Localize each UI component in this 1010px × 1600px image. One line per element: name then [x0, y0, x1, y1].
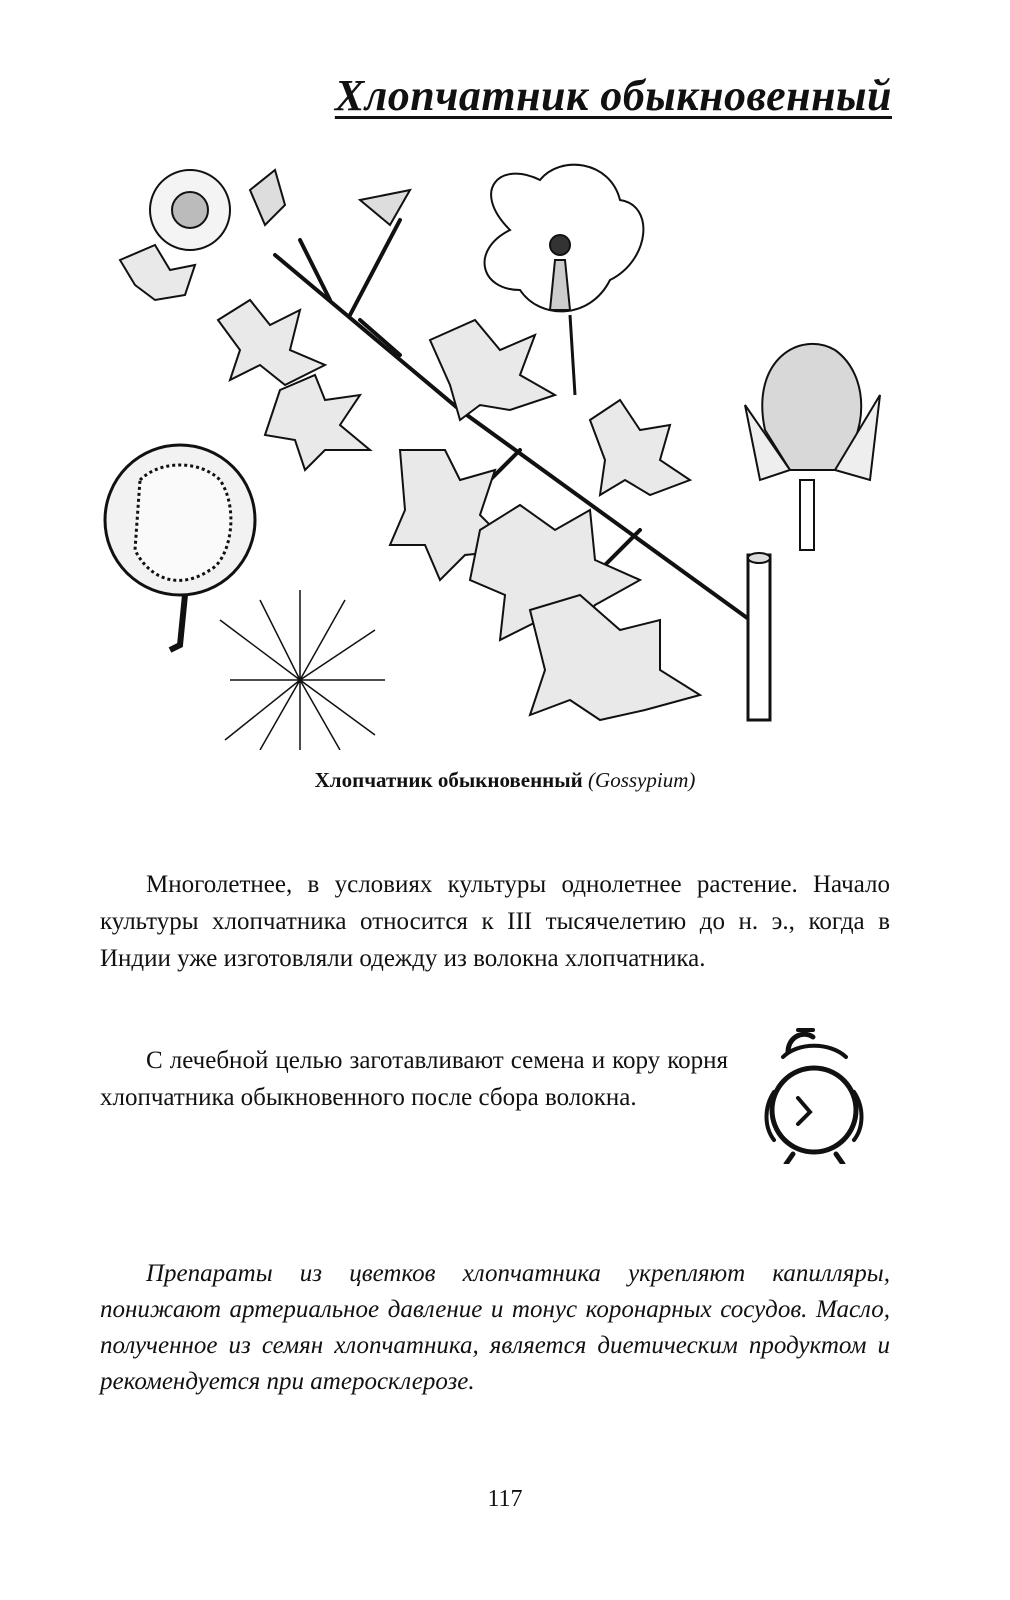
alarm-clock-icon [758, 1022, 870, 1164]
paragraph-1: Многолетнее, в условиях культуры однолетнее растение. Начало культуры хлопчатника относится к III тысячелетию до н. э., когда в Индии уже изготовляли одежду из волокна хлопчатника. [100, 871, 890, 972]
closed-bud [745, 344, 880, 550]
stem-cut [748, 555, 770, 720]
paragraph-3: Препараты из цветков хлопчатника укрепляют капилляры, понижают артериальное давление и тонус коронарных сосудов. Масло, полученное из семян хлопчатника, является диетическим продуктом и рекомендуется при атеросклерозе. [100, 1260, 890, 1395]
page-title: Хлопчатник обыкновенный [334, 71, 892, 120]
page-number: 117 [487, 1486, 523, 1512]
fiber-burst [220, 590, 385, 750]
caption-latin: (Gossypium) [588, 768, 696, 792]
cotton-boll [105, 445, 255, 650]
caption-name: Хлопчатник обыкновенный [314, 768, 583, 792]
branch-flower [150, 170, 410, 250]
figure-caption [0, 768, 1010, 793]
cotton-plant-illustration [100, 150, 900, 750]
paragraph-2: С лечебной целью заготавливают семена и кору корня хлопчатника обыкновенного после сбора волокна. [100, 1047, 728, 1111]
